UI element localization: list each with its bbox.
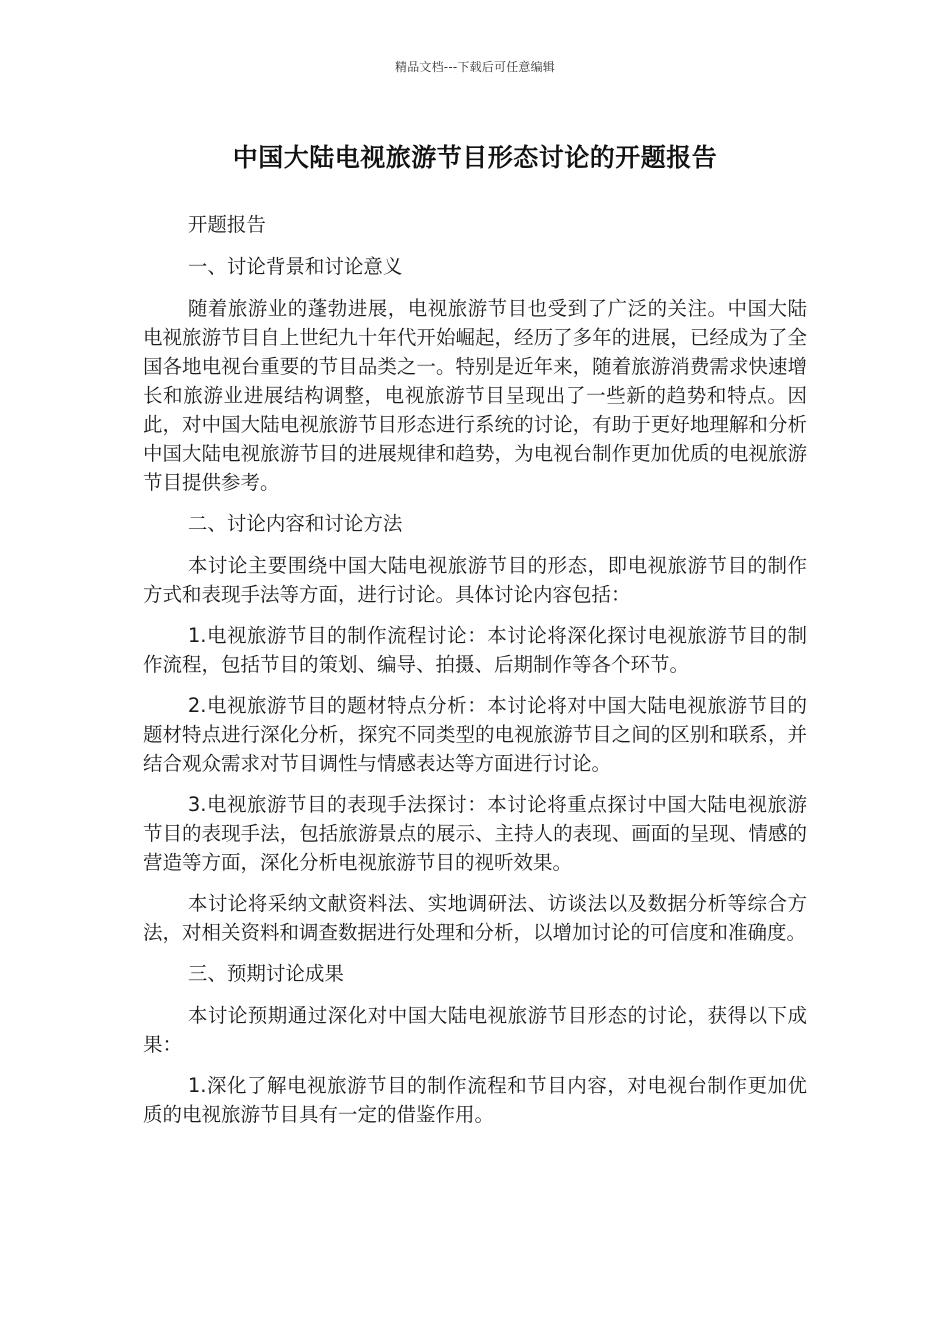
paragraph-content-intro: 本讨论主要围绕中国大陆电视旅游节目的形态，即电视旅游节目的制作方式和表现手法等方面，进行讨论。具体讨论内容包括： xyxy=(143,554,807,606)
header-note: 精品文档---下载后可任意编辑 xyxy=(395,60,555,74)
paragraph-item-1: 1.电视旅游节目的制作流程讨论：本讨论将深化探讨电视旅游节目的制作流程，包括节目的策划、编导、拍摄、后期制作等各个环节。 xyxy=(143,624,807,676)
section-heading-expected-results: 三、预期讨论成果 xyxy=(187,962,344,985)
section-heading-background: 一、讨论背景和讨论意义 xyxy=(187,255,403,278)
paragraph-background: 随着旅游业的蓬勃进展，电视旅游节目也受到了广泛的关注。中国大陆电视旅游节目自上世纪九十年代开始崛起，经历了多年的进展，已经成为了全国各地电视台重要的节目品类之一。特别是近年来，随着旅游消费需求快速增长和旅游业进展结构调整，电视旅游节目呈现出了一些新的趋势和特点。因此，对中国大陆电视旅游节目形态进行系统的讨论，有助于更好地理解和分析中国大陆电视旅游节目的进展规律和趋势，为电视台制作更加优质的电视旅游节目提供参考。 xyxy=(143,297,807,494)
paragraph-item-2: 2.电视旅游节目的题材特点分析：本讨论将对中国大陆电视旅游节目的题材特点进行深化分析，探究不同类型的电视旅游节目之间的区别和联系，并结合观众需求对节目调性与情感表达等方面进行讨论。 xyxy=(143,694,807,775)
paragraph-item-3: 3.电视旅游节目的表现手法探讨：本讨论将重点探讨中国大陆电视旅游节目的表现手法，包括旅游景点的展示、主持人的表现、画面的呈现、情感的营造等方面，深化分析电视旅游节目的视听效果。 xyxy=(143,793,807,874)
paragraph-results-intro: 本讨论预期通过深化对中国大陆电视旅游节目形态的讨论，获得以下成果： xyxy=(143,1004,807,1056)
document-title: 中国大陆电视旅游节目形态讨论的开题报告 xyxy=(232,143,718,172)
section-heading-content-method: 二、讨论内容和讨论方法 xyxy=(187,512,403,535)
paragraph-result-1: 1.深化了解电视旅游节目的制作流程和节目内容，对电视台制作更加优质的电视旅游节目具有一定的借鉴作用。 xyxy=(143,1074,807,1126)
section-label: 开题报告 xyxy=(187,213,266,236)
document-body xyxy=(143,210,807,1141)
paragraph-methods: 本讨论将采纳文献资料法、实地调研法、访谈法以及数据分析等综合方法，对相关资料和调查数据进行处理和分析，以增加讨论的可信度和准确度。 xyxy=(143,892,807,944)
